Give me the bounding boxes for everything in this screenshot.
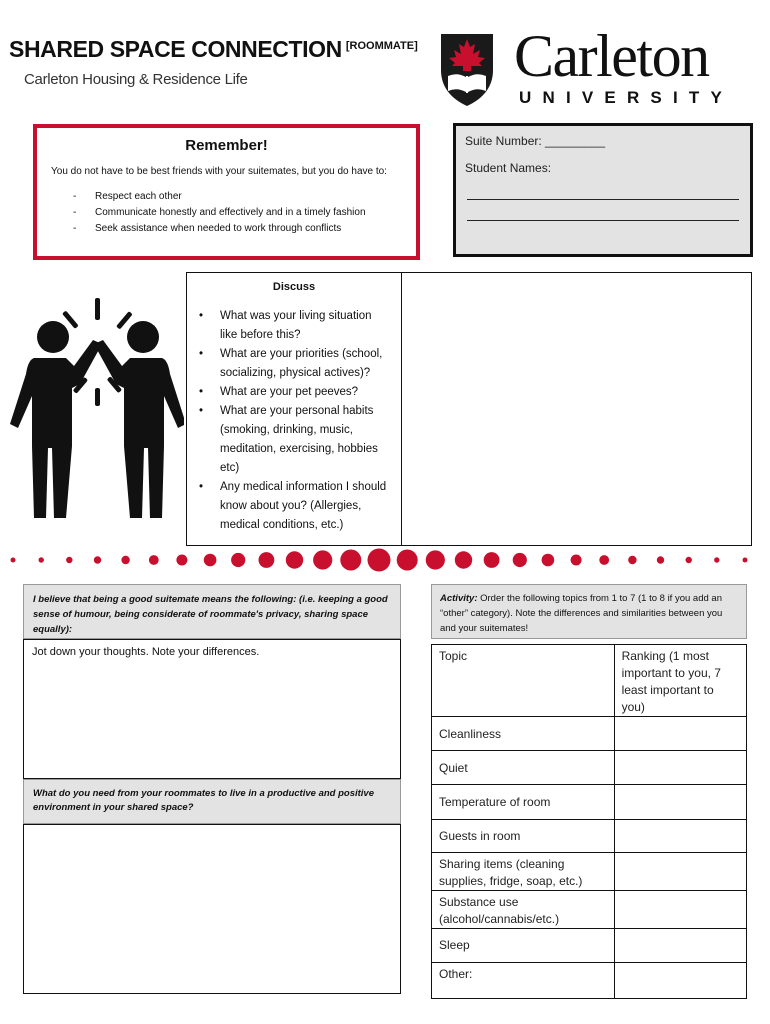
needs-answer-area[interactable] xyxy=(23,824,401,994)
student-names-line[interactable] xyxy=(467,188,739,200)
discuss-question: • What was your living situation like before this? xyxy=(197,307,391,345)
topic-cell: Quiet xyxy=(432,751,615,785)
ranking-row xyxy=(432,929,747,963)
activity-instructions xyxy=(431,584,747,639)
student-names-line[interactable] xyxy=(467,209,739,221)
divider-dot xyxy=(599,555,609,565)
topic-header: Topic xyxy=(432,645,615,717)
ranking-input-cell[interactable] xyxy=(614,929,746,963)
carleton-wordmark: Carleton xyxy=(514,23,709,89)
ranking-input-cell[interactable] xyxy=(614,891,746,929)
topic-cell: Other: xyxy=(432,963,615,999)
divider-dot xyxy=(686,557,692,563)
remember-box xyxy=(33,124,420,260)
dot-divider xyxy=(0,544,770,576)
student-names-label: Student Names: xyxy=(465,161,552,175)
divider-dot xyxy=(231,553,245,567)
divider-dot xyxy=(368,549,391,572)
ranking-row xyxy=(432,751,747,785)
ranking-input-cell[interactable] xyxy=(614,751,746,785)
ranking-input-cell[interactable] xyxy=(614,785,746,820)
topic-cell: Sleep xyxy=(432,929,615,963)
discuss-question: • What are your personal habits (smoking, drinking, music, meditation, exercising, hobbies etc) xyxy=(197,402,391,478)
discuss-title: Discuss xyxy=(272,281,316,293)
remember-item: - Communicate honestly and effectively and in a timely fashion xyxy=(73,205,406,221)
discuss-question: • Any medical information I should know about you? (Allergies, medical conditions, etc.) xyxy=(197,478,391,535)
ranking-input-cell[interactable] xyxy=(614,717,746,751)
remember-intro: You do not have to be best friends with your suitemates, but you do have to: xyxy=(51,166,387,177)
needs-prompt: What do you need from your roommates to live in a productive and positive environment in your shared space? xyxy=(23,779,401,824)
good-suitemate-prompt: I believe that being a good suitemate means the following: (i.e. keeping a good sense of humour, being considerate of roommate's privacy, sharing space equally): xyxy=(23,584,401,639)
ranking-table xyxy=(431,644,747,999)
discuss-list xyxy=(197,307,391,535)
remember-title: Remember! xyxy=(185,137,268,154)
university-wordmark: UNIVERSITY xyxy=(519,88,734,107)
discuss-notes-area[interactable] xyxy=(401,272,752,546)
discuss-question: • What are your pet peeves? xyxy=(197,383,391,402)
page-subtitle: Carleton Housing & Residence Life xyxy=(24,71,248,88)
divider-dot xyxy=(542,554,555,567)
remember-item: - Seek assistance when needed to work through conflicts xyxy=(73,221,406,237)
divider-dot xyxy=(149,555,159,565)
title-text: SHARED SPACE CONNECTION xyxy=(9,36,342,62)
suite-number-field[interactable]: Suite Number: _________ xyxy=(465,134,606,148)
ranking-input-cell[interactable] xyxy=(614,853,746,891)
ranking-row xyxy=(432,853,747,891)
divider-dot xyxy=(39,557,44,562)
page-title xyxy=(9,36,418,63)
divider-dot xyxy=(743,558,748,563)
good-suitemate-answer-area[interactable] xyxy=(23,639,401,779)
divider-dot xyxy=(121,556,129,564)
divider-dot xyxy=(714,557,719,562)
divider-dot xyxy=(397,550,418,571)
discuss-question: • What are your priorities (school, socializing, physical actives)? xyxy=(197,345,391,383)
carleton-crest-icon xyxy=(438,30,496,108)
topic-cell: Cleanliness xyxy=(432,717,615,751)
remember-list xyxy=(73,189,406,237)
discuss-box xyxy=(186,272,402,546)
divider-dot xyxy=(455,551,472,568)
divider-dot xyxy=(11,558,16,563)
ranking-header-row xyxy=(432,645,747,717)
topic-cell: Temperature of room xyxy=(432,785,615,820)
divider-dot xyxy=(426,550,445,569)
divider-dot xyxy=(340,550,361,571)
divider-dot xyxy=(657,556,664,563)
divider-dot xyxy=(571,555,582,566)
activity-text: Order the following topics from 1 to 7 (1 to 8 if you add an “other” category). Note the differences and similarities between you and your suitemates! xyxy=(440,593,723,634)
ranking-input-cell[interactable] xyxy=(614,820,746,853)
good-suitemate-hint: Jot down your thoughts. Note your differences. xyxy=(32,646,260,658)
ranking-row xyxy=(432,820,747,853)
divider-dot xyxy=(94,556,101,563)
suite-info-box xyxy=(453,123,753,257)
ranking-input-cell[interactable] xyxy=(614,963,746,999)
title-tag: [ROOMMATE] xyxy=(345,40,418,52)
ranking-row xyxy=(432,785,747,820)
divider-dot xyxy=(204,554,217,567)
remember-item: - Respect each other xyxy=(73,189,406,205)
ranking-row xyxy=(432,717,747,751)
activity-label: Activity: xyxy=(440,593,478,604)
divider-dot xyxy=(313,550,332,569)
topic-cell: Sharing items (cleaning supplies, fridge, soap, etc.) xyxy=(432,853,615,891)
divider-dot xyxy=(66,557,72,563)
divider-dot xyxy=(286,551,303,568)
topic-cell: Substance use (alcohol/cannabis/etc.) xyxy=(432,891,615,929)
divider-dot xyxy=(513,553,527,567)
high-five-people-icon xyxy=(8,296,184,520)
divider-dot xyxy=(484,552,500,568)
ranking-row xyxy=(432,891,747,929)
divider-dot xyxy=(628,556,636,564)
ranking-header: Ranking (1 most important to you, 7 least important to you) xyxy=(614,645,746,717)
topic-cell: Guests in room xyxy=(432,820,615,853)
divider-dot xyxy=(176,555,187,566)
divider-dot xyxy=(259,552,275,568)
ranking-row xyxy=(432,963,747,999)
